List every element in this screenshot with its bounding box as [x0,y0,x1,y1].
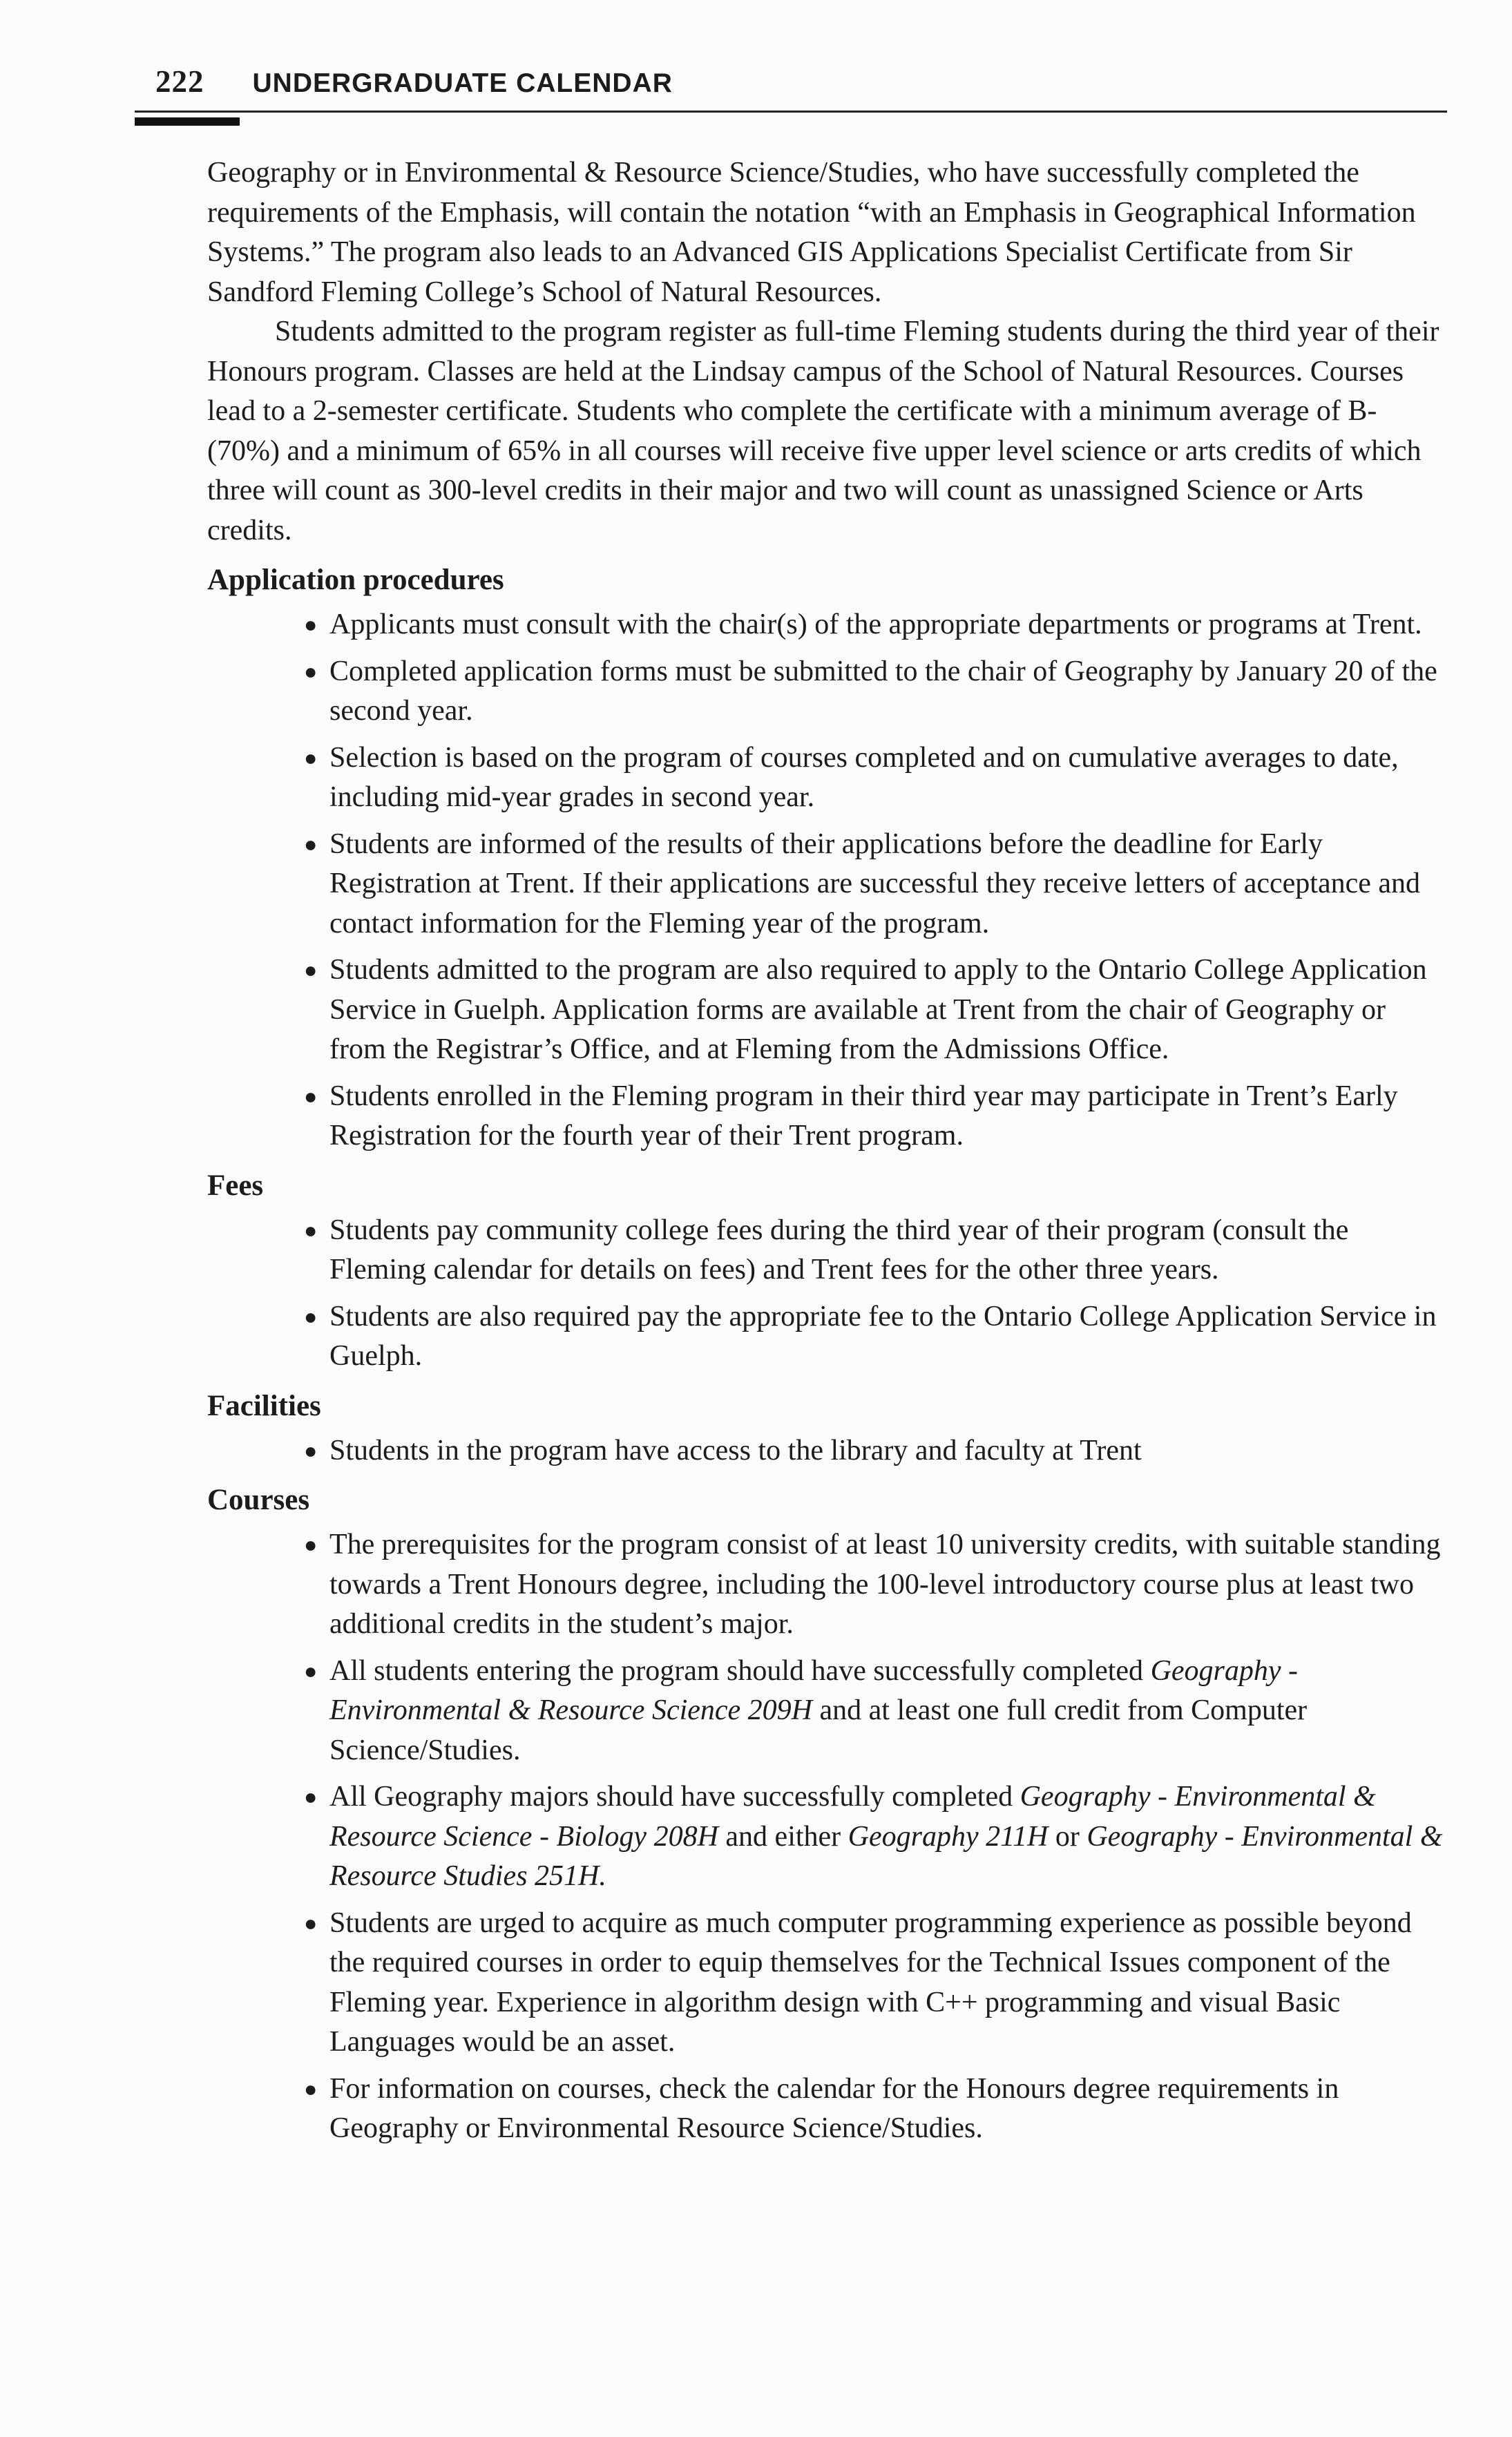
fees-list [207,1211,1444,1377]
running-head: UNDERGRADUATE CALENDAR [252,68,673,98]
bullet-icon: ● [304,1658,318,1683]
bullet-icon: ● [304,658,318,684]
list-item: ● All students entering the program should have successfully completed Geography - Environmental & Resource Science 209H and at least one full credit from Computer Science/Studies. [304,1652,1444,1771]
course-title: Geography - Environmental & Resource Studies 251H. [329,1820,1443,1892]
application-list [207,605,1444,1156]
bullet-icon: ● [304,1437,318,1463]
section-heading-fees: Fees [207,1169,264,1202]
list-item: ● Students are also required pay the appropriate fee to the Ontario College Application Service in Guelph. [304,1297,1444,1377]
section-heading-application: Application procedures [207,564,504,596]
list-item: ● Students are informed of the results of their applications before the deadline for Early Registration at Trent. If their applications are successful they receive letters of acceptance and contact information for the Fleming year of the program. [304,825,1444,944]
list-item: ● Students enrolled in the Fleming program in their third year may participate in Trent’s Early Registration for the fourth year of their Trent program. [304,1077,1444,1156]
courses-list [207,1525,1444,2149]
course-title: Geography - Environmental & Resource Science - Biology 208H [329,1781,1376,1853]
list-item: ● Students pay community college fees during the third year of their program (consult the Fleming calendar for details on fees) and Trent fees for the other three years. [304,1211,1444,1290]
list-item: ● Applicants must consult with the chair(s) of the appropriate departments or programs at Trent. [304,605,1444,645]
list-item: ● Selection is based on the program of courses completed and on cumulative averages to date, including mid-year grades in second year. [304,738,1444,818]
facilities-list [207,1431,1444,1471]
list-item: ● All Geography majors should have successfully completed Geography - Environmental & Resource Science - Biology 208H and either Geography 211H or Geography - Environmental & Resource Studies 251H. [304,1777,1444,1897]
list-item: ● Students in the program have access to the library and faculty at Trent [304,1431,1444,1471]
header-rule-accent [135,117,240,126]
bullet-icon: ● [304,745,318,770]
list-item: ● For information on courses, check the calendar for the Honours degree requirements in Geography or Environmental Resource Science/Studies. [304,2070,1444,2149]
bullet-icon: ● [304,1910,318,1936]
bullet-icon: ● [304,1532,318,1557]
header-rule [135,111,1447,113]
bullet-icon: ● [304,957,318,982]
intro-paragraph: Geography or in Environmental & Resource Science/Studies, who have successfully completed the requirements of the Emphasis, will contain the notation “with an Emphasis in Geographical Information Systems.” The program also leads to an Advanced GIS Applications Specialist Certificate from Sir Sandford Fleming College’s School of Natural Resources. [207,157,1416,308]
bullet-icon: ● [304,2076,318,2101]
list-item: ● Completed application forms must be submitted to the chair of Geography by January 20 of the second year. [304,652,1444,732]
bullet-icon: ● [304,1083,318,1109]
page-header [155,64,673,112]
intro-paragraph: Students admitted to the program register as full-time Fleming students during the third year of their Honours program. Classes are held at the Lindsay campus of the School of Natural Resources. Courses lead to a 2-semester certificate. Students who complete the certificate with a minimum average of B- (70%) and a minimum of 65% in all courses will receive five upper level science or arts credits of which three will count as 300-level credits in their major and two will count as unassigned Science or Arts credits. [207,316,1439,546]
bullet-icon: ● [304,1217,318,1243]
bullet-icon: ● [304,1303,318,1329]
section-heading-courses: Courses [207,1484,310,1516]
list-item: ● The prerequisites for the program consist of at least 10 university credits, with suitable standing towards a Trent Honours degree, including the 100-level introductory course plus at least two additional credits in the student’s major. [304,1525,1444,1645]
bullet-icon: ● [304,831,318,857]
list-item: ● Students admitted to the program are also required to apply to the Ontario College Application Service in Guelph. Application forms are available at Trent from the chair of Geography or from the Registrar’s Office, and at Fleming from the Admissions Office. [304,950,1444,1070]
list-item: ● Students are urged to acquire as much computer programming experience as possible beyond the required courses in order to equip themselves for the Technical Issues component of the Fleming year. Experience in algorithm design with C++ programming and visual Basic Languages would be an asset. [304,1904,1444,2063]
page-body [207,153,1444,2156]
bullet-icon: ● [304,1784,318,1809]
page-number: 222 [155,64,204,99]
course-title: Geography 211H [848,1820,1049,1853]
section-heading-facilities: Facilities [207,1389,321,1422]
bullet-icon: ● [304,612,318,637]
course-title: Geography - Environmental & Resource Science 209H [329,1654,1299,1726]
